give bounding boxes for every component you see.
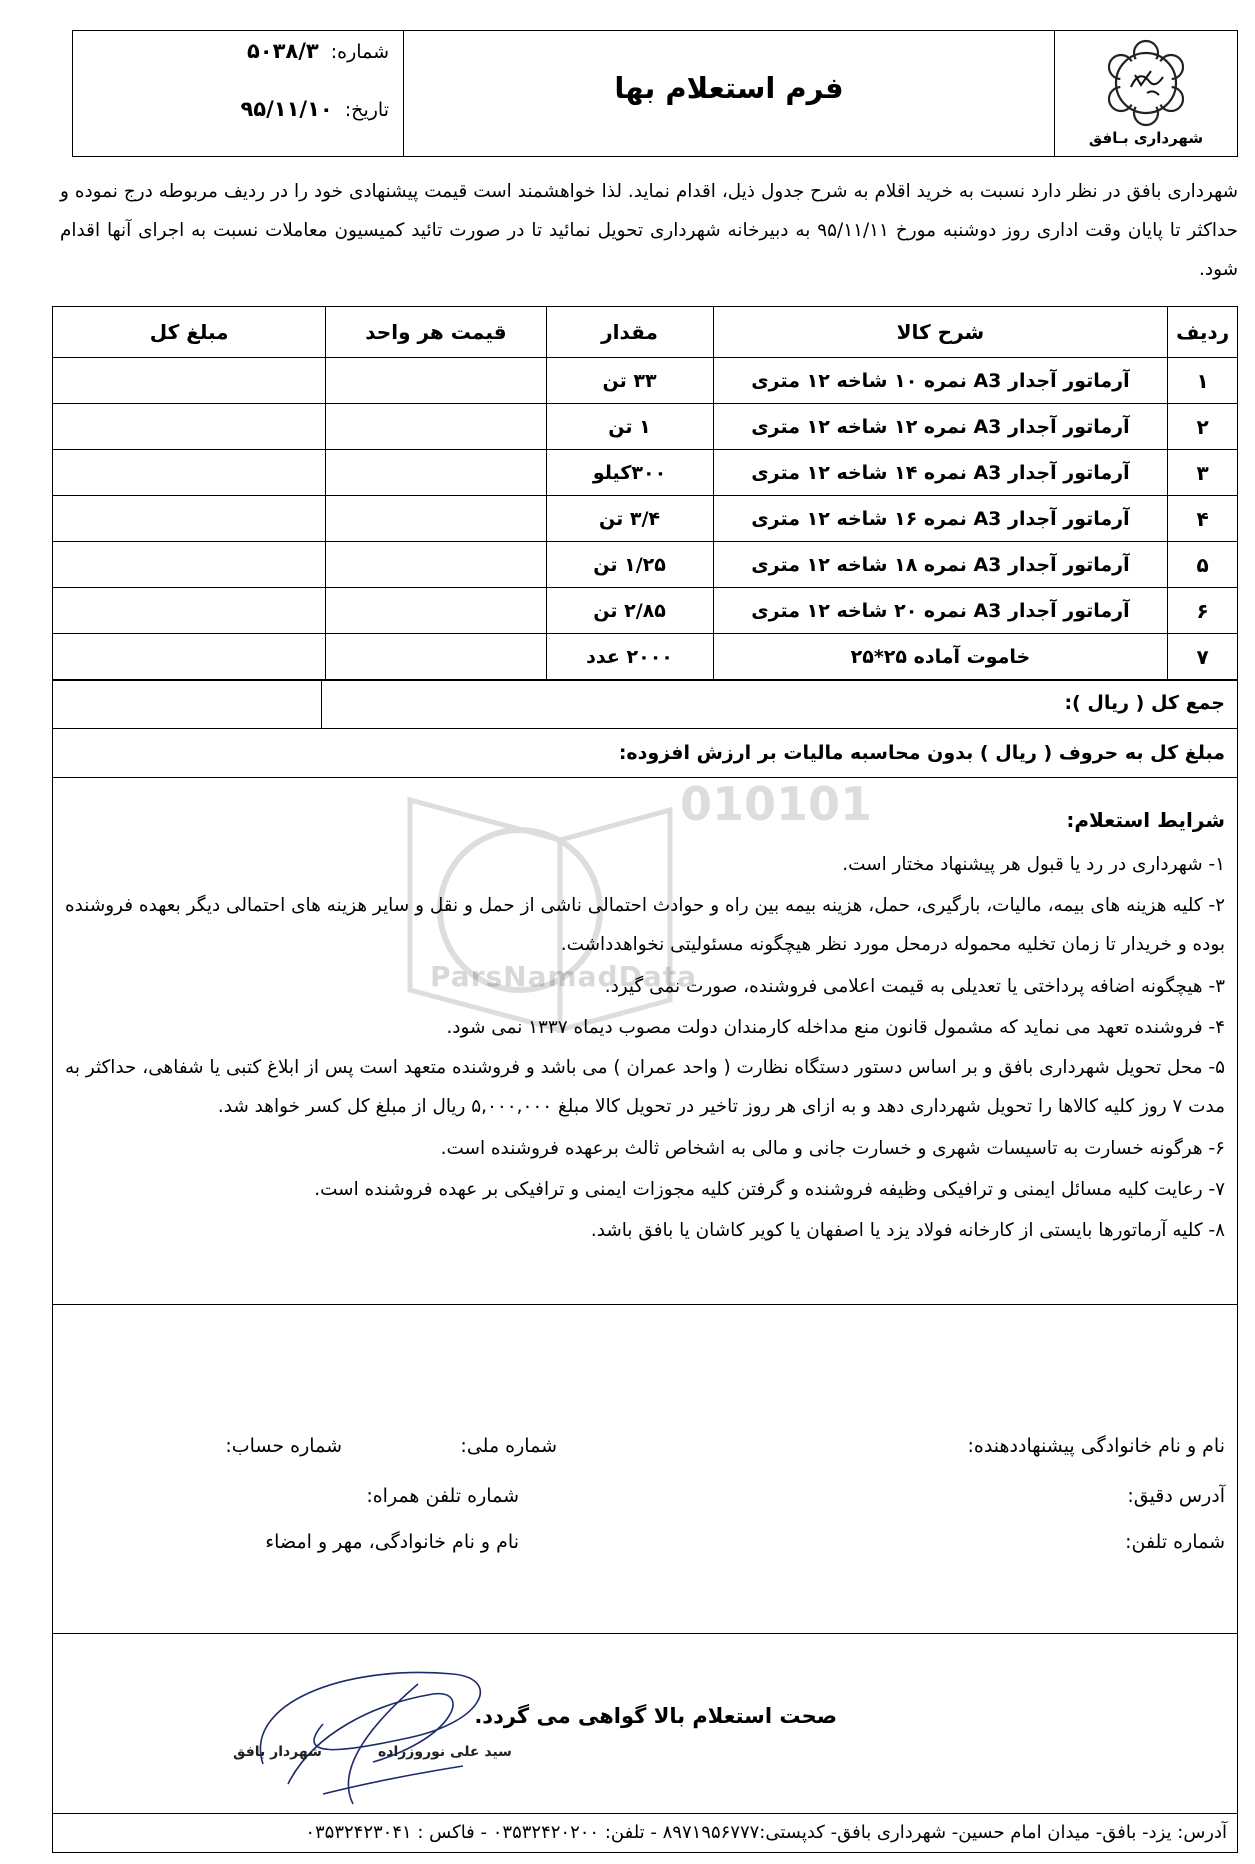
bidder-name-label: نام و نام خانوادگی پیشنهاددهنده:	[967, 1435, 1225, 1457]
row-number: ۵	[1168, 542, 1238, 588]
header-row-number: ردیف	[1168, 307, 1238, 358]
condition-item: ۸- کلیه آرماتورها بایستی از کارخانه فولاد یزد یا اصفهان یا کویر کاشان یا بافق باشد.	[590, 1220, 1225, 1241]
address-label: آدرس دقیق:	[1127, 1485, 1225, 1507]
item-description: آرماتور آجدار A3 نمره ۱۰ شاخه ۱۲ متری	[713, 358, 1168, 404]
unit-price-cell[interactable]	[326, 496, 546, 542]
amount-in-words-label: مبلغ کل به حروف ( ریال ) بدون محاسبه مالیات بر ارزش افزوده:	[618, 742, 1225, 764]
item-quantity: ۲۰۰۰ عدد	[546, 634, 713, 680]
table-header-row	[53, 307, 1238, 358]
condition-item: ۲- کلیه هزینه های بیمه، مالیات، بارگیری، حمل، هزینه بیمه بین راه و حوادث احتمالی ناشی از حمل و نقل و سایر هزینه های احتمالی دیگر بعهده فروشنده بوده و خریدار تا زمان تخلیه محموله درمحل مورد نظر هیچگونه مسئولیتی نخواهدداشت.	[65, 895, 1225, 955]
table-row	[53, 358, 1238, 404]
condition-item: ۴- فروشنده تعهد می نماید که مشمول قانون منع مداخله کارمندان دولت مصوب دیماه ۱۳۳۷ نمی شود.	[446, 1017, 1225, 1038]
grand-total-divider	[321, 681, 322, 728]
unit-price-cell[interactable]	[326, 634, 546, 680]
intro-paragraph: شهرداری بافق در نظر دارد نسبت به خرید اقلام به شرح جدول ذیل، اقدام نماید. لذا خواهشمند است قیمت پیشنهادی خود را در ردیف مربوطه درج نموده و حداکثر تا پایان وقت اداری روز دوشنبه مورخ ۹۵/۱۱/۱۱ به دبیرخانه شهرداری تحویل نمائید تا در صورت تائید کمیسیون معاملات نسبت به اجرای آنها اقدام شود.	[60, 181, 1238, 280]
condition-item: ۶- هرگونه خسارت به تاسیسات شهری و خسارت جانی و مالی به اشخاص ثالث برعهده فروشنده است.	[440, 1138, 1225, 1159]
item-quantity: ۳/۴ تن	[546, 496, 713, 542]
mobile-number-label: شماره تلفن همراه:	[366, 1485, 519, 1507]
row-number: ۷	[1168, 634, 1238, 680]
signer-title: شهردار بافق	[233, 1744, 322, 1760]
header-description: شرح کالا	[713, 307, 1168, 358]
amount-in-words-row[interactable]	[52, 728, 1238, 778]
watermark-binary: 010101	[680, 777, 873, 831]
signature-scribble	[203, 1644, 533, 1809]
item-quantity: ۲/۸۵ تن	[546, 588, 713, 634]
row-number: ۳	[1168, 450, 1238, 496]
item-quantity: ۳۳ تن	[546, 358, 713, 404]
header-quantity: مقدار	[546, 307, 713, 358]
grand-total-label: جمع کل ( ریال ):	[1064, 692, 1225, 714]
grand-total-row	[52, 680, 1238, 729]
item-description: خاموت آماده ۲۵*۲۵	[713, 634, 1168, 680]
national-id-label: شماره ملی:	[460, 1435, 557, 1457]
header-unit-price: قیمت هر واحد	[326, 307, 546, 358]
number-value: ۵۰۳۸/۳	[246, 39, 319, 63]
signature-stamp-label: نام و نام خانوادگی، مهر و امضاء	[265, 1531, 519, 1553]
number-label: شماره:	[330, 41, 389, 63]
certification-text: صحت استعلام بالا گواهی می گردد.	[474, 1704, 837, 1728]
logo-caption: شهرداری بـافق	[1088, 129, 1204, 147]
date-value: ۹۵/۱۱/۱۰	[240, 97, 333, 121]
phone-number-label: شماره تلفن:	[1125, 1531, 1225, 1553]
table-row	[53, 634, 1238, 680]
unit-price-cell[interactable]	[326, 358, 546, 404]
header-number-date-cell	[73, 31, 404, 156]
certification-section	[52, 1633, 1238, 1814]
total-amount-cell[interactable]	[53, 404, 326, 450]
item-quantity: ۳۰۰کیلو	[546, 450, 713, 496]
total-amount-cell[interactable]	[53, 496, 326, 542]
inquiry-conditions	[52, 777, 1238, 1305]
unit-price-cell[interactable]	[326, 450, 546, 496]
table-row	[53, 588, 1238, 634]
footer-address: آدرس: یزد- بافق- میدان امام حسین- شهرداری بافق- کدپستی:۸۹۷۱۹۵۶۷۷۷ - تلفن: ۰۳۵۳۲۴۲۰۲۰۰ - فاکس : ۰۳۵۳۲۴۲۳۰۴۱	[305, 1822, 1227, 1843]
total-amount-cell[interactable]	[53, 634, 326, 680]
table-row	[53, 450, 1238, 496]
item-quantity: ۱/۲۵ تن	[546, 542, 713, 588]
total-amount-cell[interactable]	[53, 358, 326, 404]
row-number: ۲	[1168, 404, 1238, 450]
total-amount-cell[interactable]	[53, 542, 326, 588]
bidder-info-section	[52, 1304, 1238, 1634]
mayor-signature	[203, 1644, 533, 1809]
footer-address-bar	[52, 1813, 1238, 1853]
letter-date	[240, 97, 389, 121]
total-amount-cell[interactable]	[53, 588, 326, 634]
signer-name: سید علی نوروززاده	[378, 1744, 512, 1760]
header-total-amount: مبلغ کل	[53, 307, 326, 358]
item-description: آرماتور آجدار A3 نمره ۱۶ شاخه ۱۲ متری	[713, 496, 1168, 542]
row-number: ۴	[1168, 496, 1238, 542]
logo-cell	[1054, 31, 1237, 156]
unit-price-cell[interactable]	[326, 404, 546, 450]
form-title: فرم استعلام بها	[614, 71, 844, 105]
condition-item: ۱- شهرداری در رد یا قبول هر پیشنهاد مختار است.	[842, 854, 1225, 875]
unit-price-cell[interactable]	[326, 588, 546, 634]
item-description: آرماتور آجدار A3 نمره ۱۸ شاخه ۱۲ متری	[713, 542, 1168, 588]
condition-item: ۳- هیچگونه اضافه پرداختی یا تعدیلی به قیمت اعلامی فروشنده، صورت نمی گیرد.	[604, 976, 1225, 997]
item-quantity: ۱ تن	[546, 404, 713, 450]
watermark-text: ParsNamadData	[430, 960, 697, 993]
account-number-label: شماره حساب:	[225, 1435, 342, 1457]
table-row	[53, 542, 1238, 588]
table-row	[53, 404, 1238, 450]
row-number: ۶	[1168, 588, 1238, 634]
row-number: ۱	[1168, 358, 1238, 404]
item-description: آرماتور آجدار A3 نمره ۲۰ شاخه ۱۲ متری	[713, 588, 1168, 634]
form-header	[72, 30, 1238, 157]
condition-item: ۵- محل تحویل شهرداری بافق و بر اساس دستور دستگاه نظارت ( واحد عمران ) می باشد و فروشنده متعهد است پس از ابلاغ کتبی یا شفاهی، حداکثر به مدت ۷ روز کلیه کالاها را تحویل شهرداری دهد و به ازای هر روز تاخیر در تحویل کالا مبلغ ۵,۰۰۰,۰۰۰ ریال از مبلغ کل کسر خواهد شد.	[65, 1057, 1225, 1117]
items-table	[52, 306, 1238, 680]
date-label: تاریخ:	[344, 99, 389, 121]
item-description: آرماتور آجدار A3 نمره ۱۴ شاخه ۱۲ متری	[713, 450, 1168, 496]
table-row	[53, 496, 1238, 542]
unit-price-cell[interactable]	[326, 542, 546, 588]
conditions-title: شرایط استعلام:	[1066, 808, 1225, 832]
condition-item: ۷- رعایت کلیه مسائل ایمنی و ترافیکی وظیفه فروشنده و گرفتن کلیه مجوزات ایمنی و ترافیکی بر عهده فروشنده است.	[314, 1179, 1225, 1200]
item-description: آرماتور آجدار A3 نمره ۱۲ شاخه ۱۲ متری	[713, 404, 1168, 450]
letter-number	[247, 39, 389, 63]
total-amount-cell[interactable]	[53, 450, 326, 496]
